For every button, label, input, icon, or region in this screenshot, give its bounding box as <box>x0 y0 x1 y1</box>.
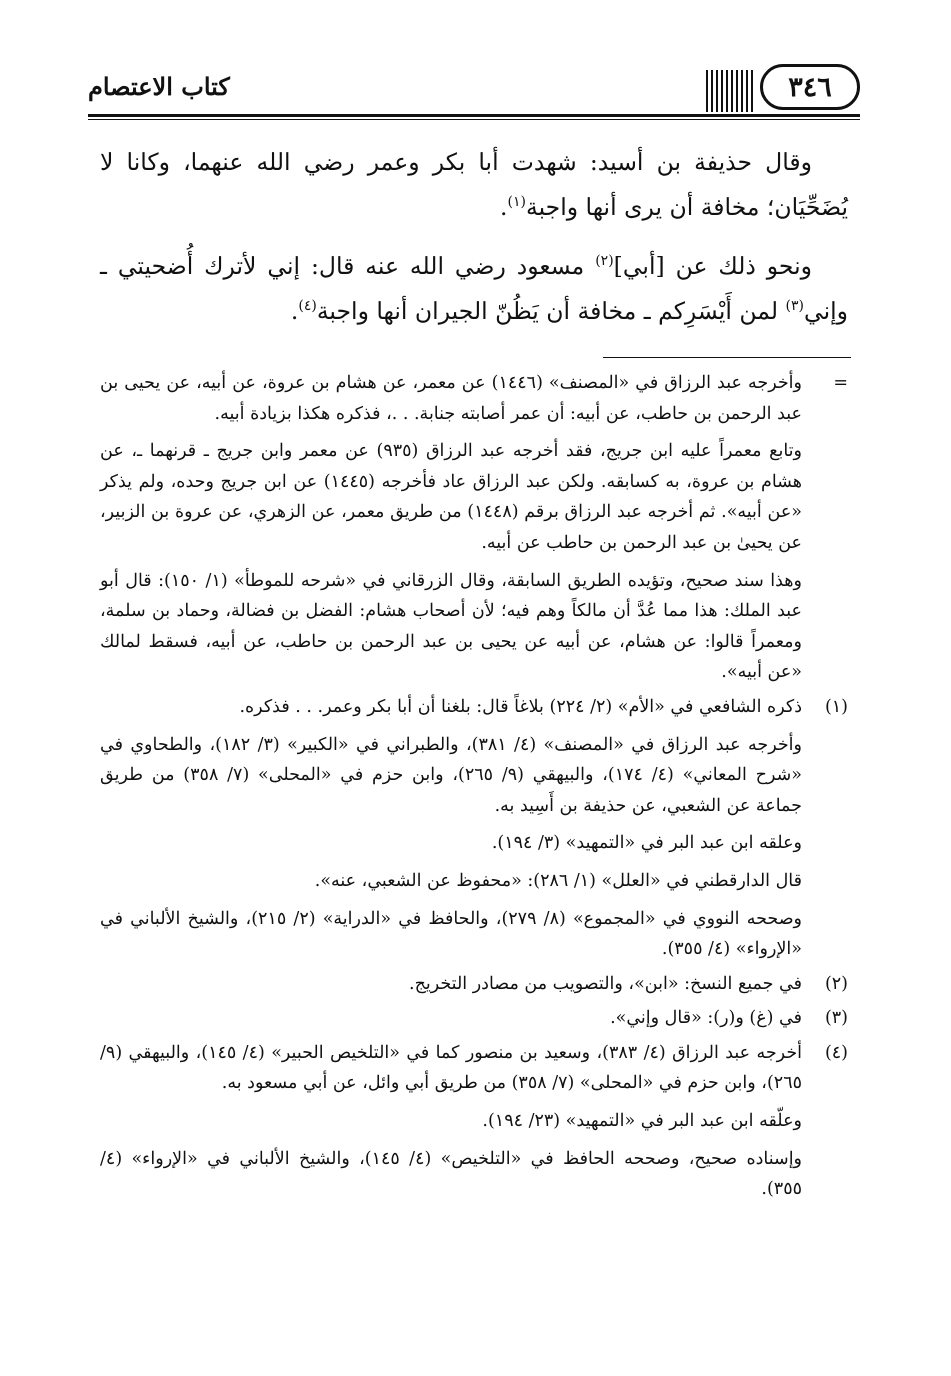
main-paragraph-1 <box>100 140 848 230</box>
footnote-paragraph: قال الدارقطني في «العلل» (١/ ٢٨٦): «محفوظ عن الشعبي، عنه». <box>314 870 802 891</box>
footnote-paragraph: وأخرجه عبد الرزاق في «المصنف» (٤/ ٣٨١)، والطبراني في «الكبير» (٣/ ١٨٢)، والطحاوي في «شرح المعاني» (٤/ ١٧٤)، والبيهقي (٩/ ٢٦٥)، وابن حزم في «المحلى» (٧/ ٣٥٨) من طريق جماعة عن الشعبي، عن حذيفة بن أَسِيد به. <box>100 734 802 816</box>
footnote-3 <box>100 1003 848 1038</box>
footnote-marker: (٢) <box>824 973 848 994</box>
footnote-paragraph: وصححه النووي في «المجموع» (٨/ ٢٧٩)، والحافظ في «الدراية» (٢/ ٢١٥)، والشيخ الألباني في «الإرواء» (٤/ ٣٥٥). <box>100 908 803 960</box>
footnote-marker: = <box>833 373 848 393</box>
paragraph-2-text-c: لمن أَيْسَرِكم ـ مخافة أن يَظُنّ الجيران أنها واجبة <box>316 297 786 325</box>
footnote-ref-1[interactable]: (١) <box>507 194 526 211</box>
paragraph-1-end: . <box>500 193 508 221</box>
paragraph-2-text-a: ونحو ذلك عن [أبي] <box>613 252 812 280</box>
footnote-body <box>100 969 802 1004</box>
paragraph-2-text-b: مسعود رضي الله عنه قال: إني لأترك أُضحيتي ـ وإني <box>100 252 848 325</box>
footnote-separator <box>603 357 851 358</box>
footnote-ref-3[interactable]: (٣) <box>785 298 804 315</box>
footnote-paragraph: وعلقه ابن عبد البر في «التمهيد» (٣/ ١٩٤). <box>491 833 802 854</box>
footnote-2 <box>100 969 848 1004</box>
running-title: كتاب الاعتصام <box>88 72 230 101</box>
footnote-paragraph: وإسناده صحيح، وصححه الحافظ في «التلخيص» (٤/ ١٤٥)، والشيخ الألباني في «الإرواء» (٤/ ٣٥٥). <box>100 1148 803 1200</box>
main-paragraph-2 <box>100 244 848 334</box>
main-text <box>100 140 848 348</box>
page-number: ٣٤٦ <box>760 64 860 110</box>
header-rule-thin <box>88 119 860 120</box>
footnote-body <box>100 1003 802 1038</box>
footnote-continuation <box>100 368 848 692</box>
header-rule <box>88 114 860 117</box>
footnote-body <box>100 692 802 969</box>
footnote-marker: (١) <box>824 696 848 717</box>
footnote-ref-4[interactable]: (٤) <box>298 298 317 315</box>
page-header <box>88 58 860 120</box>
footnote-1 <box>100 692 848 969</box>
paragraph-2-end: . <box>290 297 299 325</box>
header-ornament <box>706 70 754 112</box>
footnote-body <box>100 368 802 692</box>
footnote-ref-2[interactable]: (٢) <box>595 253 614 270</box>
footnote-4 <box>100 1038 848 1209</box>
footnote-body <box>100 1038 802 1209</box>
footnote-paragraph: في جميع النسخ: «ابن»، والتصويب من مصادر التخريج. <box>409 973 802 994</box>
footnote-marker: (٤) <box>824 1042 848 1063</box>
footnotes <box>100 368 848 1209</box>
footnote-paragraph: وهذا سند صحيح، وتؤيده الطريق السابقة، وقال الزرقاني في «شرحه للموطأ» (١/ ١٥٠): قال أبو عبد الملك: هذا مما عُدَّ أن مالكاً وهم فيه؛ لأن أصحاب هشام: الفضل بن فضالة، وحماد بن سلمة، ومعمراً قالوا: عن هشام، عن أبيه عن يحيى بن عبد الرحمن بن حاطب، عن أبيه، فسقط لمالك «عن أبيه». <box>100 570 802 683</box>
footnote-paragraph: وأخرجه عبد الرزاق في «المصنف» (١٤٤٦) عن معمر، عن هشام بن عروة، عن أبيه، عن يحيى بن عبد الرحمن بن حاطب، عن أبيه: أن عمر أصابته جنابة. . .، فذكره هكذا بزيادة أبيه. <box>100 373 802 424</box>
paragraph-1-text: وقال حذيفة بن أسيد: شهدت أبا بكر وعمر رضي الله عنهما، وكانا لا يُضَحِّيَان؛ مخافة أن يرى أنها واجبة <box>100 148 848 221</box>
footnote-marker: (٣) <box>824 1008 848 1029</box>
footnote-paragraph: أخرجه عبد الرزاق (٤/ ٣٨٣)، وسعيد بن منصور كما في «التلخيص الحبير» (٤/ ١٤٥)، والبيهقي (٩/ ٢٦٥)، وابن حزم في «المحلى» (٧/ ٣٥٨) من طريق أبي وائل، عن أبي مسعود به. <box>100 1042 803 1094</box>
footnote-paragraph: ذكره الشافعي في «الأم» (٢/ ٢٢٤) بلاغاً قال: بلغنا أن أبا بكر وعمر. . . فذكره. <box>239 696 802 717</box>
footnote-paragraph: وتابع معمراً عليه ابن جريج، فقد أخرجه عبد الرزاق (٩٣٥) عن معمر وابن جريج ـ قرنهما ـ، عن هشام بن عروة، به كسابقه. ولكن عبد الرزاق عاد فأخرجه (١٤٤٥) عن ابن جريج وحده، ولم يذكر «عن أبيه». ثم أخرجه عبد الرزاق برقم (١٤٤٨) من طريق معمر، عن الزهري، عن عروة بن الزبير، عن يحيىٰ بن عبد الرحمن بن حاطب عن أبيه. <box>100 441 802 553</box>
footnote-paragraph: في (غ) و(ر): «قال وإني». <box>610 1008 802 1029</box>
footnote-paragraph: وعلّقه ابن عبد البر في «التمهيد» (٢٣/ ١٩٤). <box>482 1111 802 1132</box>
